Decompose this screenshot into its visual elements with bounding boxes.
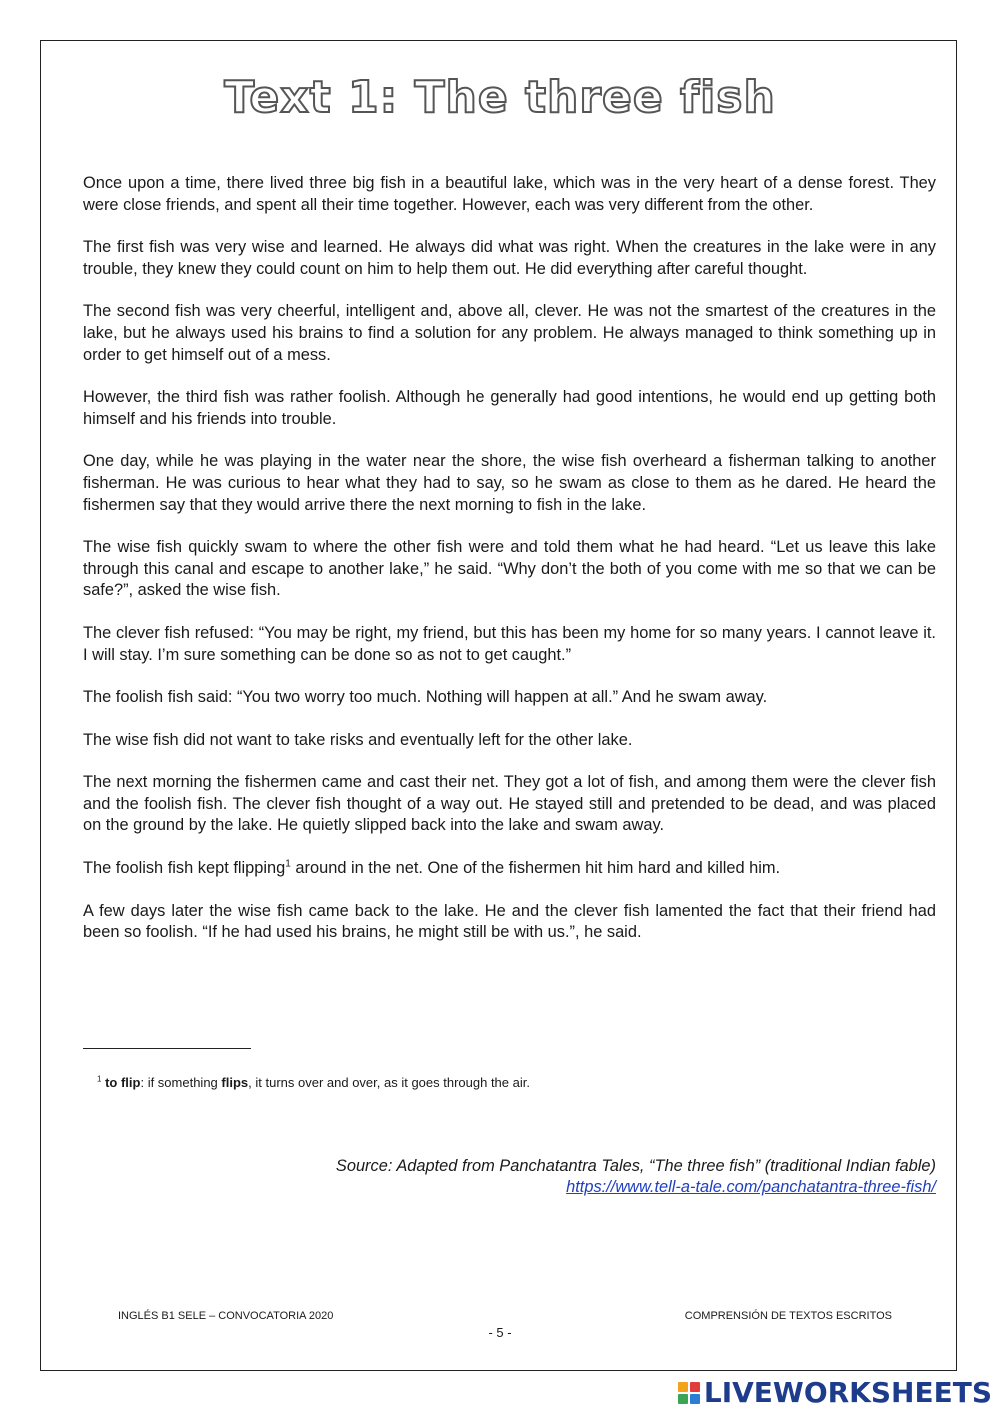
footnote-term-2: flips — [221, 1075, 249, 1090]
paragraph: Once upon a time, there lived three big fish in a beautiful lake, which was in the very heart of a dense forest. They were close friends, and spent all their time together. However, each was very different from the other. — [83, 174, 936, 214]
footer-left: INGLÉS B1 SELE – CONVOCATORIA 2020 — [118, 1310, 334, 1322]
flip-text-before: The foolish fish kept flipping — [83, 859, 286, 878]
footnote-text-2: , it turns over and over, as it goes through the air. — [248, 1075, 530, 1090]
paragraph: The next morning the fishermen came and cast their net. They got a lot of fish, and among them were the clever fish and the foolish fish. The clever fish thought of a way out. He stayed still and pretended to be dead, and was placed on the ground by the lake. He quietly slipped back into the lake and swam away. — [83, 773, 936, 835]
paragraph: The wise fish quickly swam to where the other fish were and told them what he had heard. “Let us leave this lake through this canal and escape to another lake,” he said. “Why don’t the both of you come with me so that we can be safe?”, asked the wise fish. — [83, 538, 936, 600]
watermark-text: LIVEWORKSHEETS — [703, 1376, 992, 1409]
footnote-rule — [83, 1048, 251, 1049]
paragraph: The clever fish refused: “You may be right, my friend, but this has been my home for so many years. I cannot leave it. I will stay. I’m sure something can be done so as not to get caught.” — [83, 623, 936, 664]
paragraph: The second fish was very cheerful, intelligent and, above all, clever. He was not the smartest of the creatures in the lake, but he always used his brains to find a solution for any problem. He always managed to think something up in order to get himself out of a mess. — [83, 302, 936, 364]
paragraph: The foolish fish said: “You two worry too much. Nothing will happen at all.” And he swam away. — [83, 688, 768, 707]
paragraph: The wise fish did not want to take risks and eventually left for the other lake. — [83, 730, 633, 749]
footnote-marker: 1 — [97, 1074, 102, 1084]
paragraph: However, the third fish was rather foolish. Although he generally had good intentions, he would end up getting both himself and his friends into trouble. — [83, 388, 936, 428]
paragraph-flip — [83, 858, 936, 880]
page-title: Text 1: The three fish — [224, 72, 776, 123]
source-line: Source: Adapted from Panchatantra Tales, “The three fish” (traditional Indian fable) — [335, 1157, 936, 1175]
page-number: - 5 - — [488, 1325, 512, 1340]
footnote-term: to flip — [105, 1075, 141, 1090]
paragraph: A few days later the wise fish came back to the lake. He and the clever fish lamented the fact that their friend had been so foolish. “If he had used his brains, he might still be with us.”, he said. — [83, 901, 936, 942]
footnote — [97, 1075, 530, 1091]
footer-right: COMPRENSIÓN DE TEXTOS ESCRITOS — [684, 1310, 892, 1322]
paragraph: The first fish was very wise and learned. He always did what was right. When the creatures in the lake were in any trouble, they knew they could count on him to help them out. He did everything after careful thought. — [83, 238, 936, 278]
footnote-text-1: : if something — [140, 1075, 222, 1090]
liveworksheets-watermark — [678, 1376, 992, 1409]
footnote-ref: 1 — [285, 858, 291, 870]
paragraph: One day, while he was playing in the water near the shore, the wise fish overheard a fisherman talking to another fisherman. He was curious to hear what they had to say, so he swam as close to them as he dared. He heard the fishermen say that they would arrive there the next morning to fish in the lake. — [83, 452, 936, 514]
flip-text-after: around in the net. One of the fishermen hit him hard and killed him. — [290, 859, 781, 878]
liveworksheets-logo-icon — [678, 1382, 700, 1404]
source-link[interactable]: https://www.tell-a-tale.com/panchatantra-three-fish/ — [566, 1178, 936, 1196]
story-body — [83, 173, 936, 965]
source-citation — [336, 1156, 936, 1198]
